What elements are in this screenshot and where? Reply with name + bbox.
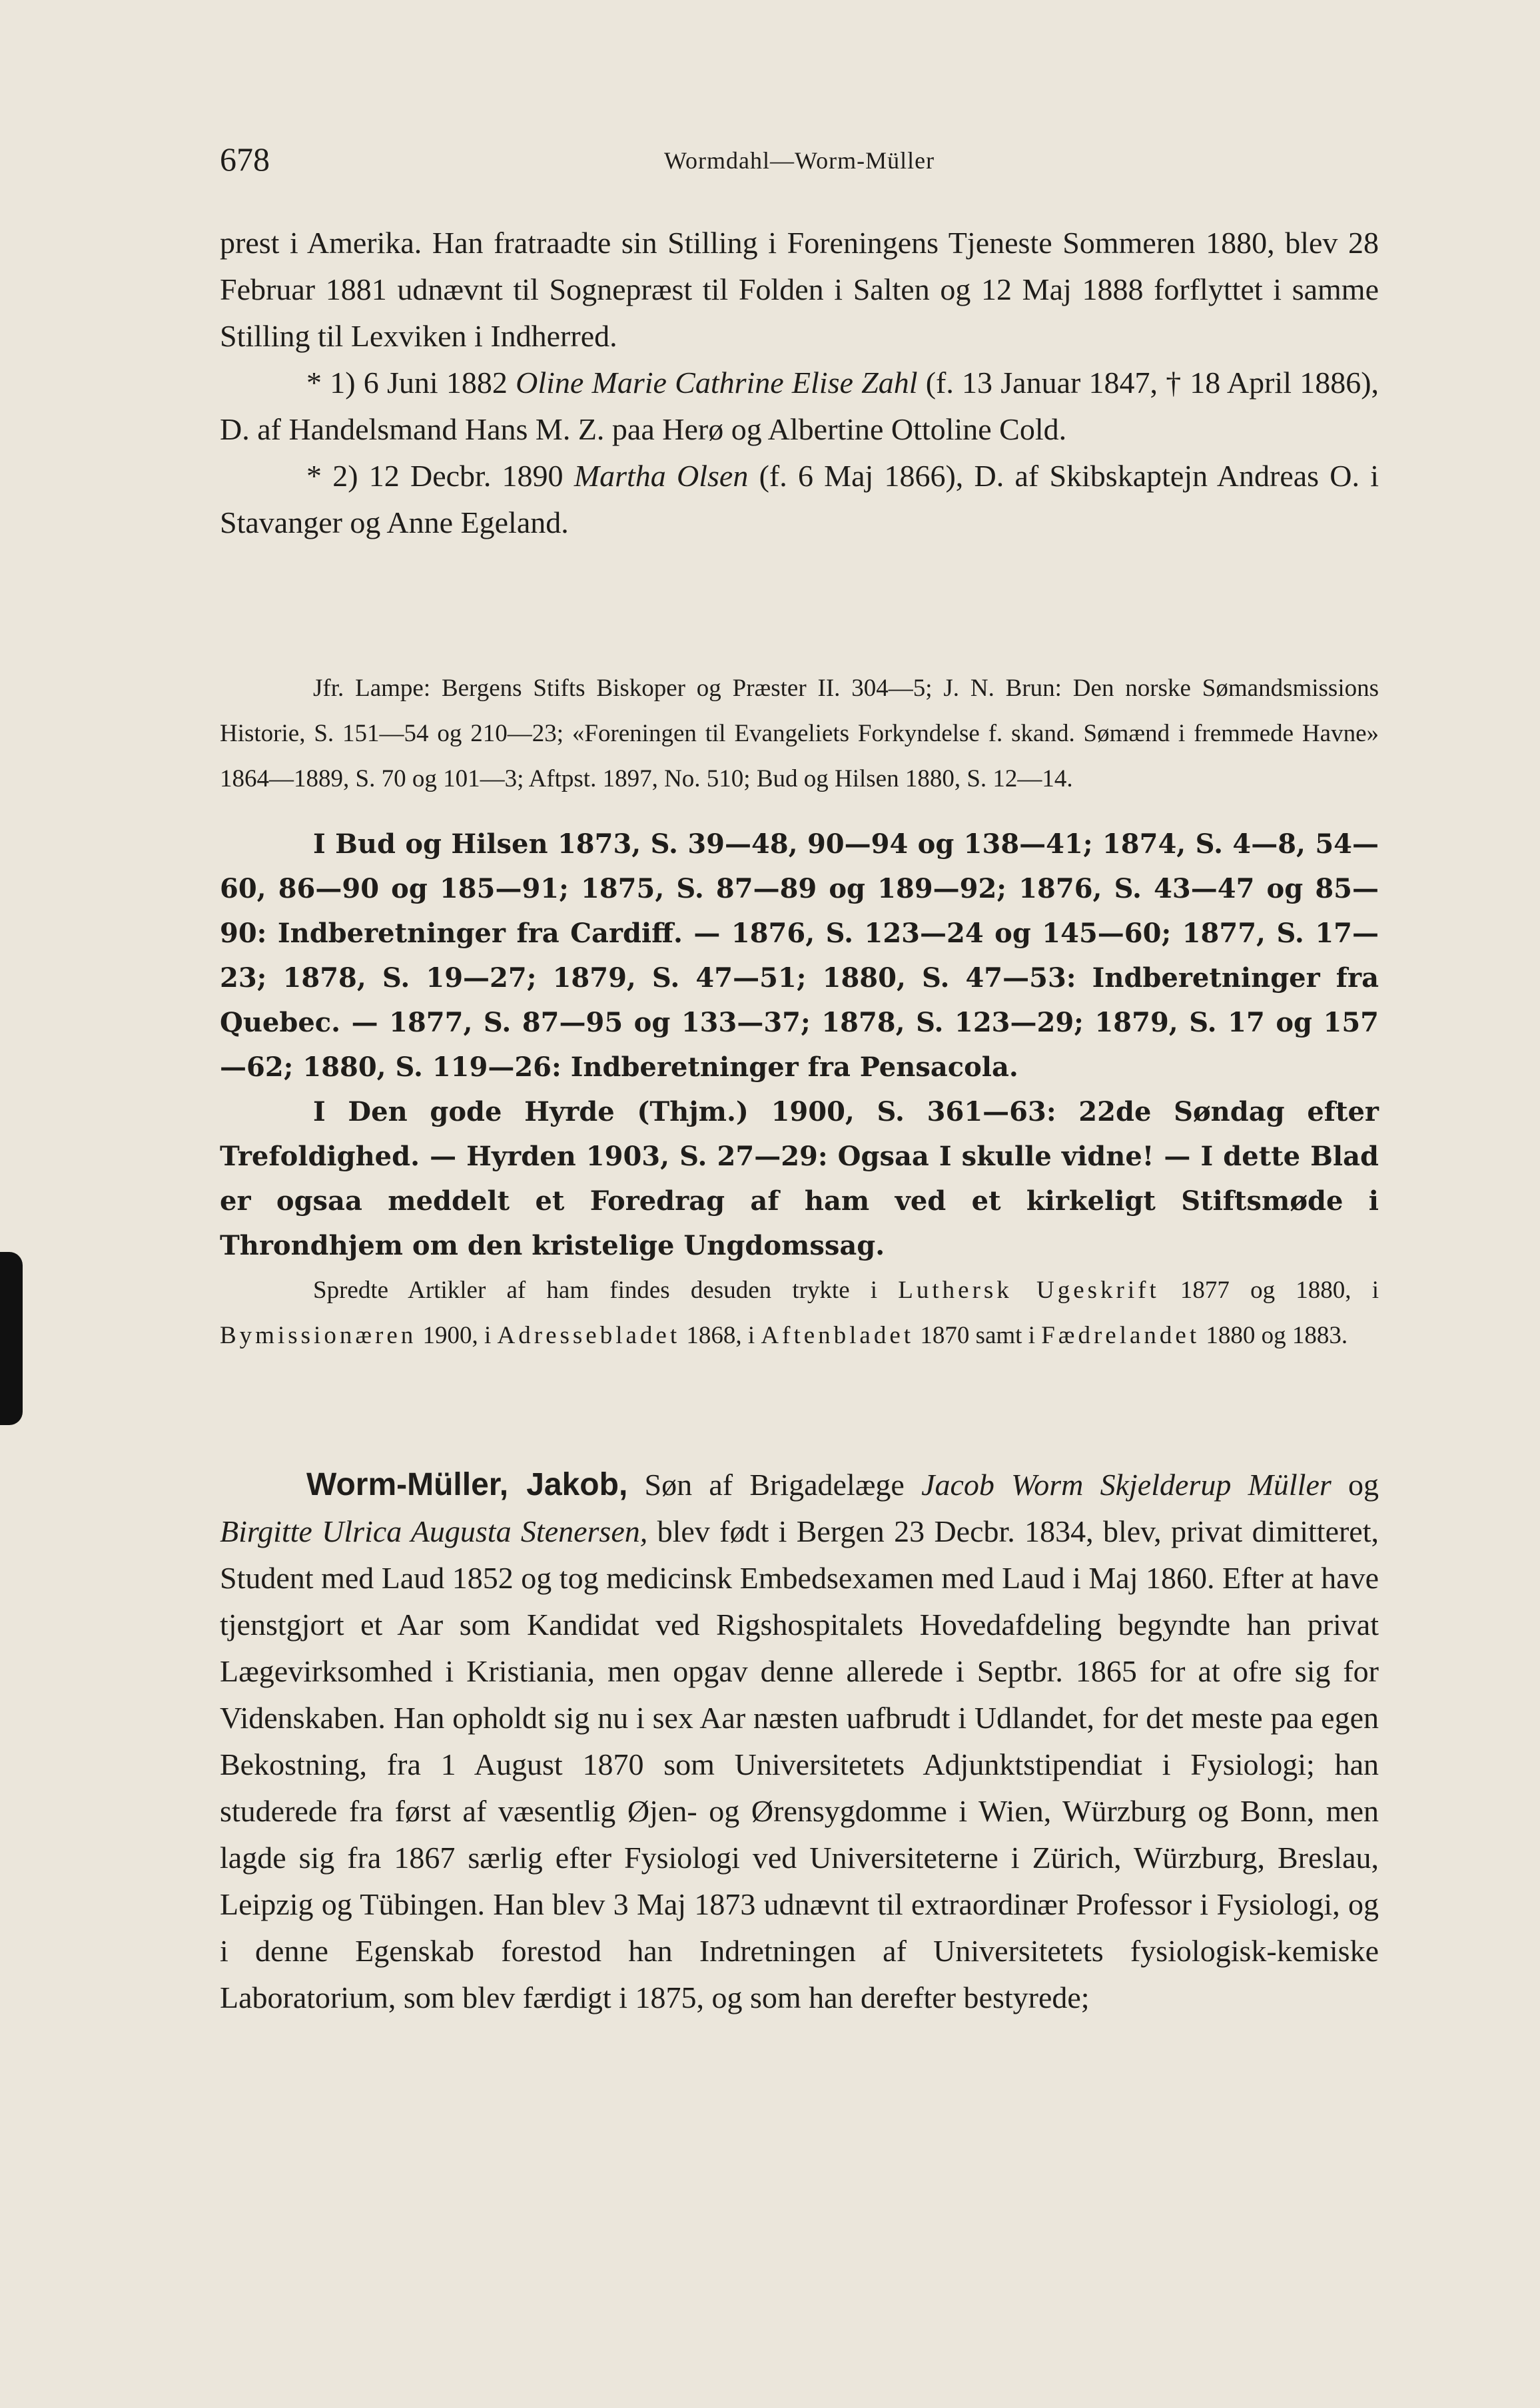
marriage-1-details: (f. 13 Januar 1847, † 18 April 1886), D. af Handelsmand Hans M. Z. paa Herø og Albertine Ottoline Cold.	[220, 366, 1379, 446]
marriage-2	[220, 453, 1379, 546]
sources-bud-og-hilsen: I Bud og Hilsen 1873, S. 39—48, 90—94 og 138—41; 1874, S. 4—8, 54—60, 86—90 og 185—91; 1875, S. 87—89 og 189—92; 1876, S. 43—47 og 85—90: Indberetninger fra Cardiff. — 1876, S. 123—24 og 145—60; 1877, S. 17—23; 1878, S. 19—27; 1879, S. 47—51; 1880, S. 47—53: Indberetninger fra Quebec. — 1877, S. 87—95 og 133—37; 1878, S. 123—29; 1879, S. 17 og 157—62; 1880, S. 119—26: Indberetninger fra Pensacola.	[220, 828, 1379, 1083]
page-number: 678	[220, 141, 270, 178]
sources-section	[220, 666, 1379, 1358]
sources-gode-hyrde: I Den gode Hyrde (Thjm.) 1900, S. 361—63: 22de Søndag efter Trefoldighed. — Hyrden 1903, S. 27—29: Ogsaa I skulle vidne! — I dette Blad er ogsaa meddelt et Foredrag af ham ved et kirkeligt Stiftsmøde i Throndhjem om den kristelige Ungdomssag.	[220, 1096, 1379, 1261]
spredte-text-2: 1877 og 1880, i	[1180, 1277, 1379, 1304]
sources-jfr: Jfr. Lampe: Bergens Stifts Biskoper og Præster II. 304—5; J. N. Brun: Den norske Sømandsmissions Historie, S. 151—54 og 210—23; «Foreningen til Evangeliets Forkyndelse f. skand. Sømænd i fremmede Havne» 1864—1889, S. 70 og 101—3; Aftpst. 1897, No. 510; Bud og Hilsen 1880, S. 12—14.	[220, 675, 1379, 792]
marriage-2-date: * 2) 12 Decbr. 1890	[306, 459, 564, 493]
scan-edge-shadow	[0, 1252, 23, 1425]
sources-spredte	[220, 1268, 1379, 1358]
spredte-text-5: 1870 samt i	[920, 1322, 1035, 1349]
spredte-text-3: 1900, i	[422, 1322, 492, 1349]
spredte-faedrelandet: Fædrelandet	[1041, 1322, 1200, 1349]
bio-paragraph	[220, 1462, 1379, 2021]
spredte-adressebladet: Adressebladet	[497, 1322, 681, 1349]
intro-paragraph: prest i Amerika. Han fratraadte sin Stilling i Foreningens Tjeneste Sommeren 1880, blev 28 Februar 1881 udnævnt til Sognepræst til Folden i Salten og 12 Maj 1888 forflyttet i samme Stilling til Lexviken i Indherred.	[220, 226, 1379, 353]
spredte-lutersk: Luthersk Ugeskrift	[898, 1277, 1160, 1304]
father-name: Jacob Worm Skjelderup Müller	[921, 1468, 1332, 1502]
running-head: Wormdahl—Worm-Müller	[663, 147, 935, 174]
spredte-text-1: Spredte Artikler af ham findes desuden trykte i	[313, 1277, 878, 1304]
spredte-bymissionaeren: Bymissionæren	[220, 1322, 417, 1349]
intro-section	[220, 220, 1379, 546]
spouse-2-name: Martha Olsen	[574, 459, 749, 493]
spredte-text-6: 1880 og 1883.	[1206, 1322, 1348, 1349]
bio-text-3: blev født i Bergen 23 Decbr. 1834, blev, privat dimitteret, Student med Laud 1852 og tog medicinsk Embedsexamen med Laud i Maj 1860. Efter at have tjenstgjort et Aar som Kandidat ved Rigshospitalets Hovedafdeling begyndte han privat Lægevirksomhed i Kristiania, men opgav denne allerede i Septbr. 1865 for at ofre sig for Videnskaben. Han opholdt sig nu i sex Aar næsten uafbrudt i Udlandet, for det meste paa egen Bekostning, fra 1 August 1870 som Universitetets Adjunktstipendiat i Fysiologi; han studerede fra først af væsentlig Øjen- og Ørensygdomme i Wien, Würzburg og Bonn, men lagde sig fra 1867 særlig efter Fysiologi ved Universiteterne i Zürich, Würzburg, Breslau, Leipzig og Tübingen. Han blev 3 Maj 1873 udnævnt til extraordinær Professor i Fysiologi, og i denne Egenskab forestod han Indretningen af Universitetets fysiologisk-kemiske Laboratorium, som blev færdigt i 1875, og som han derefter bestyrede;	[220, 1514, 1379, 2014]
marriage-1-date: * 1) 6 Juni 1882	[306, 366, 508, 400]
marriage-1	[220, 360, 1379, 453]
mother-name: Birgitte Ulrica Augusta Stenersen,	[220, 1514, 648, 1548]
bio-name: Worm-Müller, Jakob,	[306, 1467, 628, 1502]
bio-text-1: Søn af Brigadelæge	[644, 1468, 905, 1502]
spouse-1-name: Oline Marie Cathrine Elise Zahl	[516, 366, 918, 400]
page-header	[220, 140, 1379, 186]
spredte-text-4: 1868, i	[686, 1322, 755, 1349]
spredte-aftenbladet: Aftenbladet	[761, 1322, 915, 1349]
bio-section	[220, 1462, 1379, 2021]
marriage-2-details: (f. 6 Maj 1866), D. af Skibskaptejn Andreas O. i Stavanger og Anne Egeland.	[220, 459, 1379, 539]
bio-text-2: og	[1348, 1468, 1379, 1502]
